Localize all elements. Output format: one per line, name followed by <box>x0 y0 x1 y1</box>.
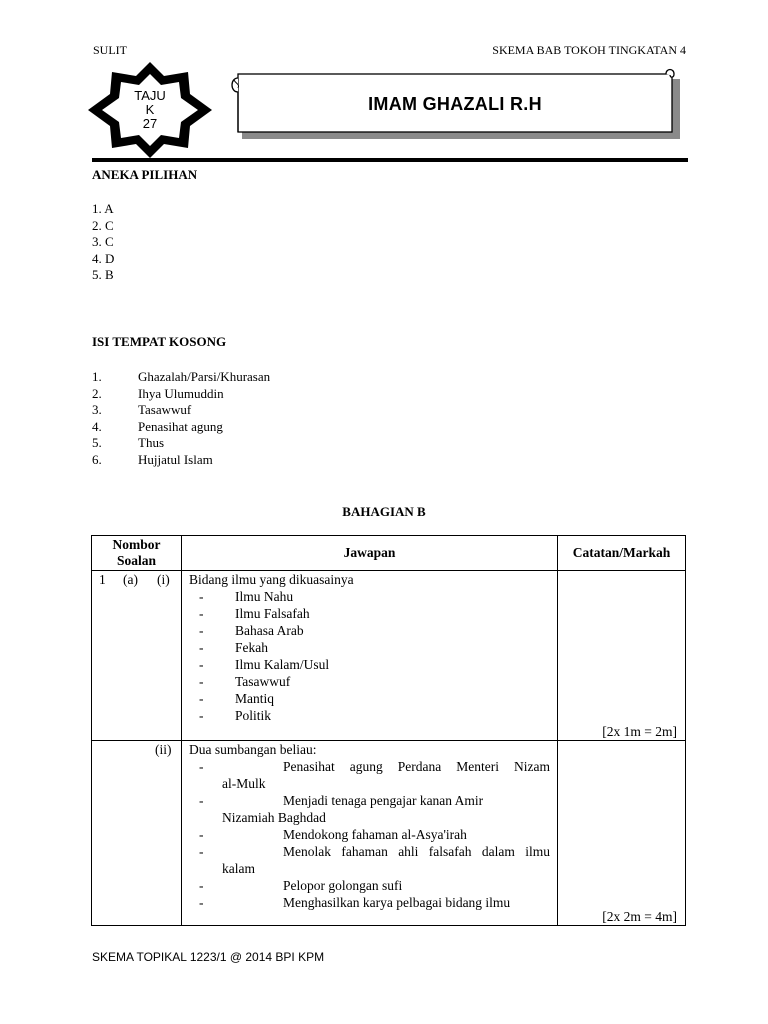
question-number: (ii) <box>92 741 182 926</box>
header-left: SULIT <box>93 43 127 57</box>
header-right: SKEMA BAB TOKOH TINGKATAN 4 <box>492 43 686 57</box>
title-banner <box>226 66 684 142</box>
isi-heading: ISI TEMPAT KOSONG <box>92 334 227 349</box>
question-number: 1 (a) (i) <box>92 571 182 741</box>
table-header-row <box>92 536 686 571</box>
list-item: 1. A <box>92 201 114 216</box>
header-catatan: Catatan/Markah <box>558 536 686 571</box>
badge-line-3: 27 <box>142 116 158 131</box>
list-item: 6. Hujjatul Islam <box>92 451 213 467</box>
list-item: 2. Ihya Ulumuddin <box>92 385 224 401</box>
aneka-list <box>92 201 114 284</box>
header-jawapan: Jawapan <box>182 536 558 571</box>
list-item: - Fekah <box>199 640 268 655</box>
list-item: 3. Tasawwuf <box>92 402 192 418</box>
list-item: 2. C <box>92 217 114 233</box>
list-item: - Ilmu Kalam/Usul <box>199 657 330 672</box>
list-item: - Tasawwuf <box>199 674 291 689</box>
list-item: 5. B <box>92 267 114 283</box>
badge-line-1: TAJU <box>134 88 166 103</box>
mark-value: [2x 2m = 4m] <box>602 909 677 924</box>
list-item: - Menolak fahaman ahli falsafah dalam ilmu <box>199 844 550 859</box>
list-item: 4. D <box>92 250 115 266</box>
mark-cell <box>558 741 686 926</box>
section-title: BAHAGIAN B <box>342 504 426 519</box>
footer: SKEMA TOPIKAL 1223/1 @ 2014 BPI KPM <box>92 950 325 964</box>
topic-badge <box>86 60 214 160</box>
list-item: - Penasihat agung Perdana Menteri Nizam <box>199 759 550 774</box>
aneka-heading: ANEKA PILIHAN <box>92 167 198 182</box>
list-item-continuation: Nizamiah Baghdad <box>222 810 326 825</box>
divider <box>92 158 688 162</box>
list-item: - Pelopor golongan sufi <box>199 878 403 893</box>
list-item: - Mendokong fahaman al-Asya'irah <box>199 827 467 842</box>
list-item: 5. Thus <box>92 435 164 451</box>
badge-line-2: K <box>145 102 155 117</box>
mark-value: [2x 1m = 2m] <box>602 724 677 739</box>
answer-cell: Dua sumbangan beliau: - Penasihat agung Perdana Menteri Nizam al-Mulk - Menjadi tenaga pengajar kanan Amir Nizamiah Baghdad - Mendokong fahaman al-Asya'irah - Menolak fahaman ahli falsafah dalam ilmu kalam - Pelopor golongan sufi - Menghasilkan karya pelbagai bidang ilmu <box>182 741 558 926</box>
header-nombor-soalan: Nombor Soalan <box>92 536 182 571</box>
table-row <box>92 741 686 926</box>
list-item: - Politik <box>199 708 272 723</box>
list-item: - Menjadi tenaga pengajar kanan Amir <box>199 793 484 808</box>
list-item: - Mantiq <box>199 691 274 706</box>
list-item: 3. C <box>92 234 114 250</box>
table-row <box>92 571 686 741</box>
answer-table <box>91 535 686 926</box>
mark-cell <box>558 571 686 741</box>
list-item: 4. Penasihat agung <box>92 418 223 434</box>
isi-list <box>92 369 492 469</box>
list-item: - Menghasilkan karya pelbagai bidang ilmu <box>199 895 511 910</box>
list-item-continuation: kalam <box>222 861 255 876</box>
list-item-continuation: al-Mulk <box>222 776 266 791</box>
list-item: 1. Ghazalah/Parsi/Khurasan <box>92 369 271 384</box>
list-item: - Ilmu Nahu <box>199 589 294 604</box>
list-item: - Ilmu Falsafah <box>199 606 310 621</box>
page-title: IMAM GHAZALI R.H <box>368 94 542 114</box>
answer-cell: Bidang ilmu yang dikuasainya - Ilmu Nahu - Ilmu Falsafah - Bahasa Arab - Fekah - Ilmu Kalam/Usul - Tasawwuf - Mantiq - Politik <box>182 571 558 741</box>
list-item: - Bahasa Arab <box>199 623 304 638</box>
